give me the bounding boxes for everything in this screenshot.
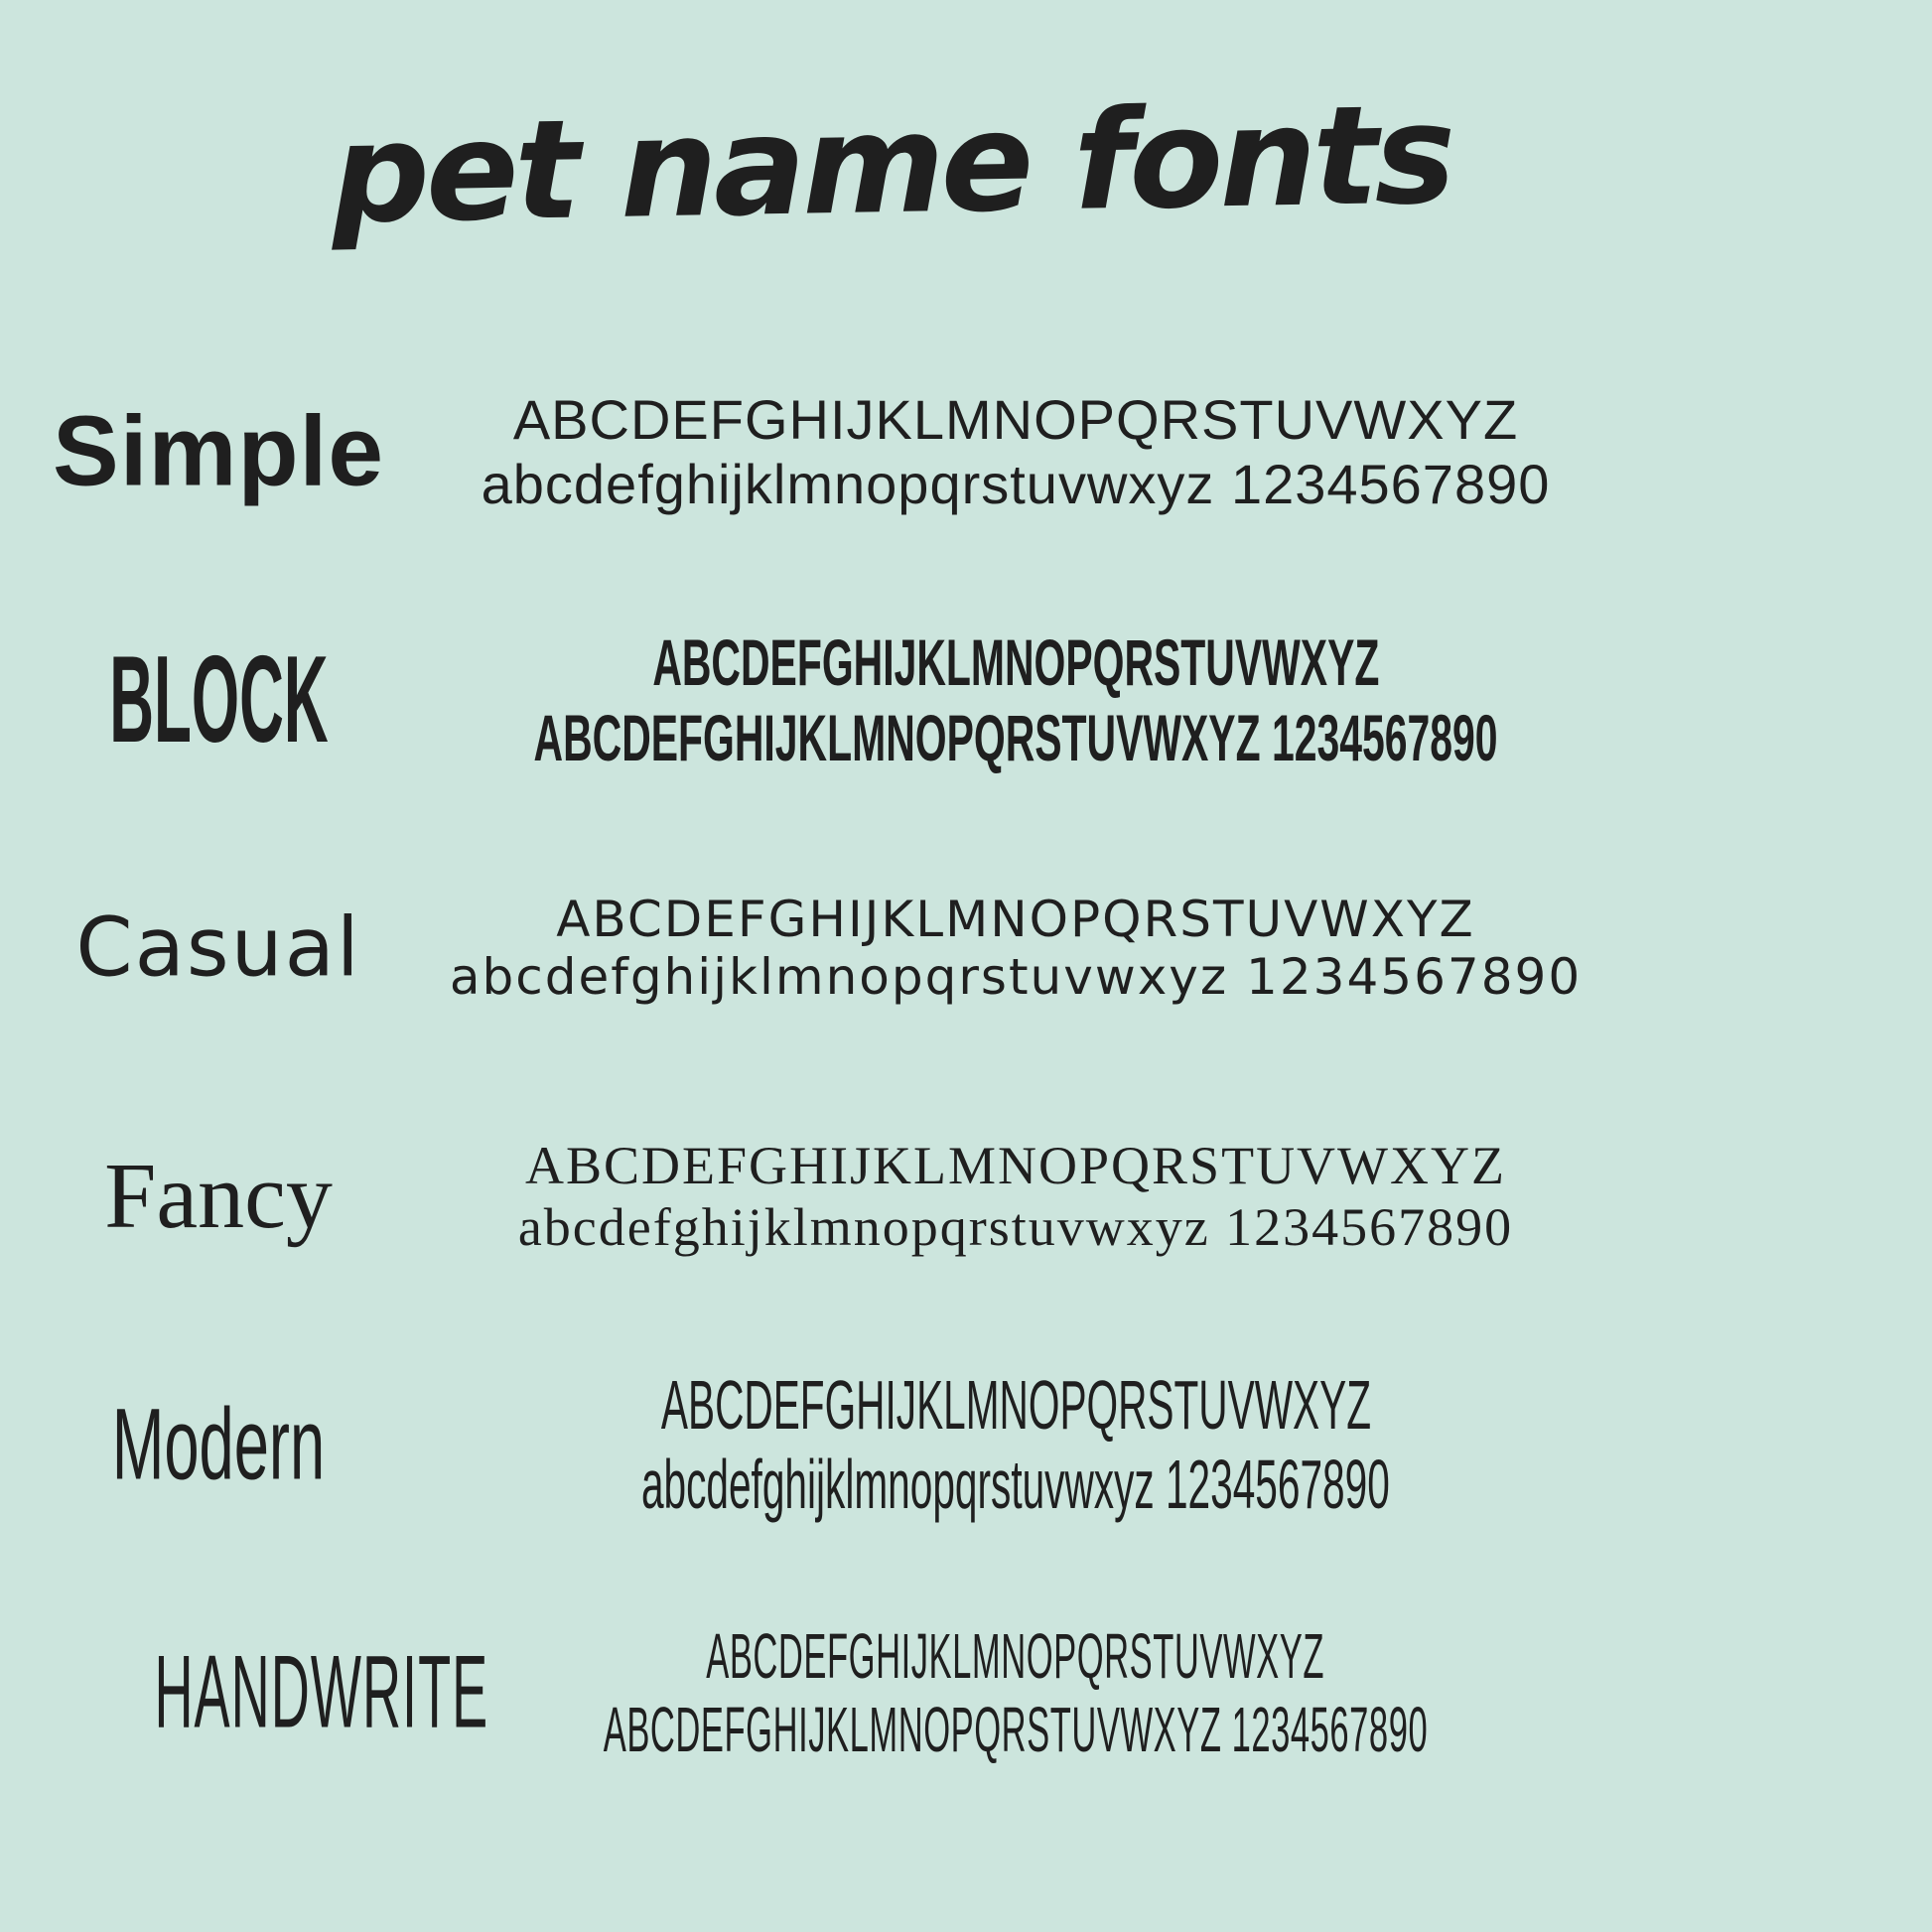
sample-lowercase-line: abcdefghijklmnopqrstuvwxyz 1234567890 bbox=[449, 948, 1583, 1006]
sample-uppercase-line: ABCDEFGHIJKLMNOPQRSTUVWXYZ bbox=[524, 1136, 1507, 1195]
font-row-simple bbox=[0, 328, 1932, 576]
sample-uppercase-line: ABCDEFGHIJKLMNOPQRSTUVWXYZ bbox=[706, 1620, 1325, 1692]
font-row-casual bbox=[0, 824, 1932, 1072]
sample-uppercase-line: ABCDEFGHIJKLMNOPQRSTUVWXYZ bbox=[556, 891, 1475, 948]
header bbox=[0, 0, 1932, 328]
font-label-simple: Simple bbox=[53, 395, 384, 507]
sample-lowercase-line: abcdefghijklmnopqrstuvwxyz 1234567890 bbox=[481, 453, 1551, 515]
font-sample-simple bbox=[0, 387, 1932, 516]
font-row-fancy bbox=[0, 1072, 1932, 1320]
sample-uppercase-line: ABCDEFGHIJKLMNOPQRSTUVWXYZ bbox=[651, 625, 1380, 699]
font-sample-block bbox=[0, 624, 1932, 775]
page-title: pet name fonts bbox=[330, 73, 1453, 254]
font-label-handwrite: HANDWRITE bbox=[154, 1634, 489, 1750]
font-sample-modern bbox=[0, 1365, 1932, 1524]
sample-lowercase-line: abcdefghijklmnopqrstuvwxyz 1234567890 bbox=[517, 1197, 1514, 1257]
font-label-fancy: Fancy bbox=[104, 1145, 333, 1248]
sample-uppercase-line: ABCDEFGHIJKLMNOPQRSTUVWXYZ bbox=[660, 1366, 1371, 1444]
font-row-block bbox=[0, 576, 1932, 824]
sample-uppercase-numbers-line: ABCDEFGHIJKLMNOPQRSTUVWXYZ 1234567890 bbox=[603, 1694, 1429, 1765]
font-specimen-list bbox=[0, 328, 1932, 1817]
font-label-casual: Casual bbox=[75, 900, 361, 996]
font-label-modern: Modern bbox=[111, 1387, 326, 1501]
font-sample-handwrite bbox=[0, 1619, 1932, 1766]
font-sample-fancy bbox=[0, 1135, 1932, 1258]
sample-uppercase-numbers-line: ABCDEFGHIJKLMNOPQRSTUVWXYZ 1234567890 bbox=[533, 701, 1498, 774]
font-row-modern bbox=[0, 1320, 1932, 1569]
font-label-block: BLOCK bbox=[109, 631, 329, 768]
sample-lowercase-line: abcdefghijklmnopqrstuvwxyz 1234567890 bbox=[641, 1446, 1390, 1523]
sample-uppercase-line: ABCDEFGHIJKLMNOPQRSTUVWXYZ bbox=[512, 388, 1519, 451]
font-sample-casual bbox=[0, 891, 1932, 1006]
font-row-handwrite bbox=[0, 1569, 1932, 1817]
